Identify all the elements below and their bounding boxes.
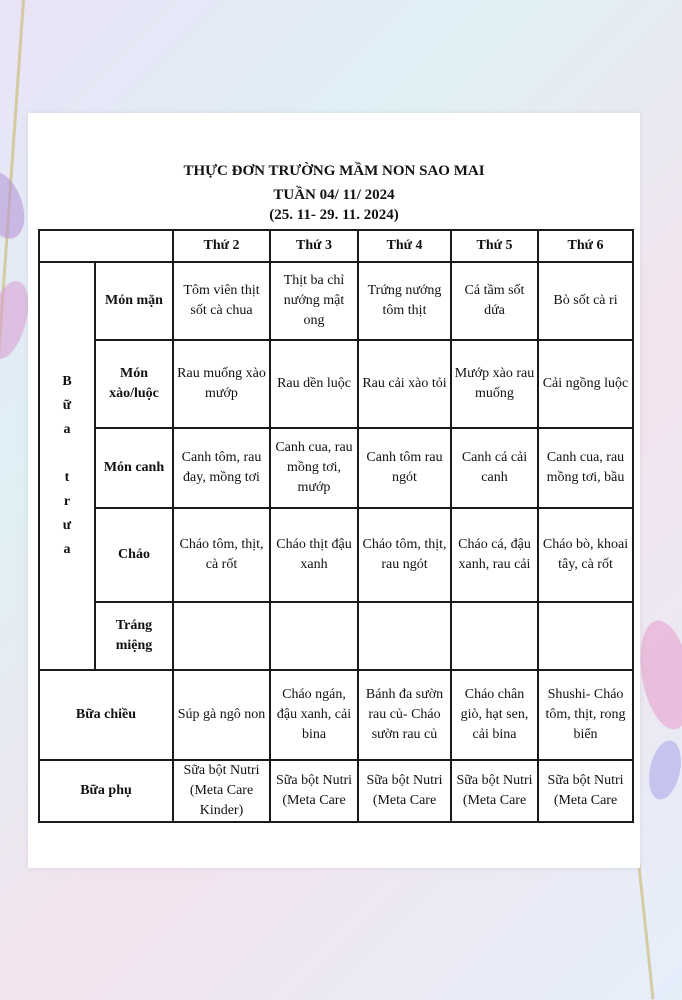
lunch-label-letter: t	[64, 470, 70, 485]
menu-cell: Cháo bò, khoai tây, cà rốt	[538, 508, 633, 602]
menu-cell: Sữa bột Nutri (Meta Care Kinder)	[173, 760, 270, 822]
menu-cell: Canh tôm rau ngót	[358, 428, 451, 508]
menu-cell: Súp gà ngô non	[173, 670, 270, 760]
menu-cell: Canh tôm, rau đay, mồng tơi	[173, 428, 270, 508]
header-corner	[39, 230, 173, 262]
lunch-label-letter: B	[62, 374, 72, 389]
meal-category: Bữa phụ	[39, 760, 173, 822]
menu-cell: Rau muống xào mướp	[173, 340, 270, 428]
lunch-label-letter: a	[63, 422, 71, 437]
menu-cell: Canh cua, rau mồng tơi, mướp	[270, 428, 358, 508]
menu-cell	[451, 602, 538, 670]
menu-cell: Cháo tôm, thịt, cà rốt	[173, 508, 270, 602]
table-row	[39, 760, 633, 822]
table-row	[39, 602, 633, 670]
document-title: THỰC ĐƠN TRƯỜNG MẦM NON SAO MAI	[183, 163, 485, 179]
menu-cell	[358, 602, 451, 670]
lunch-label-letter	[42, 442, 92, 466]
day-header: Thứ 2	[173, 230, 270, 262]
flower-stem-left	[0, 0, 25, 559]
table-row	[39, 262, 633, 340]
menu-cell	[270, 602, 358, 670]
weekly-menu-table	[38, 229, 634, 823]
lunch-section-label	[39, 262, 95, 670]
dish-category: Món canh	[95, 428, 173, 508]
table-row	[39, 670, 633, 760]
lunch-label-letter: ư	[62, 518, 72, 533]
menu-cell: Rau cải xào tỏi	[358, 340, 451, 428]
lunch-label-letter: a	[63, 542, 71, 557]
menu-cell: Bò sốt cà ri	[538, 262, 633, 340]
menu-cell: Cải ngồng luộc	[538, 340, 633, 428]
lunch-label-letter: r	[63, 494, 71, 509]
flower-petal-decoration	[633, 617, 682, 734]
week-label: TUẦN 04/ 11/ 2024	[273, 187, 395, 203]
dish-category: Tráng miệng	[95, 602, 173, 670]
menu-cell: Mướp xào rau muống	[451, 340, 538, 428]
meal-category: Bữa chiều	[39, 670, 173, 760]
day-header: Thứ 4	[358, 230, 451, 262]
menu-cell: Bánh đa sườn rau củ- Cháo sườn rau củ	[358, 670, 451, 760]
dish-category: Cháo	[95, 508, 173, 602]
day-header: Thứ 6	[538, 230, 633, 262]
menu-cell: Canh cá cải canh	[451, 428, 538, 508]
menu-cell	[173, 602, 270, 670]
flower-petal-decoration	[644, 738, 682, 803]
menu-cell: Sữa bột Nutri (Meta Care	[270, 760, 358, 822]
menu-cell: Cháo cá, đậu xanh, rau cải	[451, 508, 538, 602]
lunch-label-letter: ữ	[62, 398, 72, 413]
menu-cell: Trứng nướng tôm thịt	[358, 262, 451, 340]
menu-cell	[538, 602, 633, 670]
menu-cell: Cháo ngán, đậu xanh, cải bina	[270, 670, 358, 760]
menu-cell: Cháo chân giò, hạt sen, cải bina	[451, 670, 538, 760]
menu-cell: Cháo thịt đậu xanh	[270, 508, 358, 602]
menu-cell: Cháo tôm, thịt, rau ngót	[358, 508, 451, 602]
table-row	[39, 428, 633, 508]
dish-category: Món xào/luộc	[95, 340, 173, 428]
date-range: (25. 11- 29. 11. 2024)	[269, 207, 399, 223]
menu-cell: Shushi- Cháo tôm, thịt, rong biển	[538, 670, 633, 760]
menu-cell: Canh cua, rau mồng tơi, bầu	[538, 428, 633, 508]
day-header: Thứ 5	[451, 230, 538, 262]
menu-cell: Thịt ba chỉ nướng mật ong	[270, 262, 358, 340]
table-row	[39, 508, 633, 602]
day-header: Thứ 3	[270, 230, 358, 262]
menu-cell: Tôm viên thịt sốt cà chua	[173, 262, 270, 340]
menu-cell: Sữa bột Nutri (Meta Care	[538, 760, 633, 822]
menu-cell: Sữa bột Nutri (Meta Care	[451, 760, 538, 822]
menu-cell: Cá tầm sốt dứa	[451, 262, 538, 340]
menu-cell: Rau dền luộc	[270, 340, 358, 428]
table-row	[39, 340, 633, 428]
header-row	[39, 230, 633, 262]
menu-document	[28, 113, 640, 868]
dish-category: Món mặn	[95, 262, 173, 340]
menu-cell: Sữa bột Nutri (Meta Care	[358, 760, 451, 822]
